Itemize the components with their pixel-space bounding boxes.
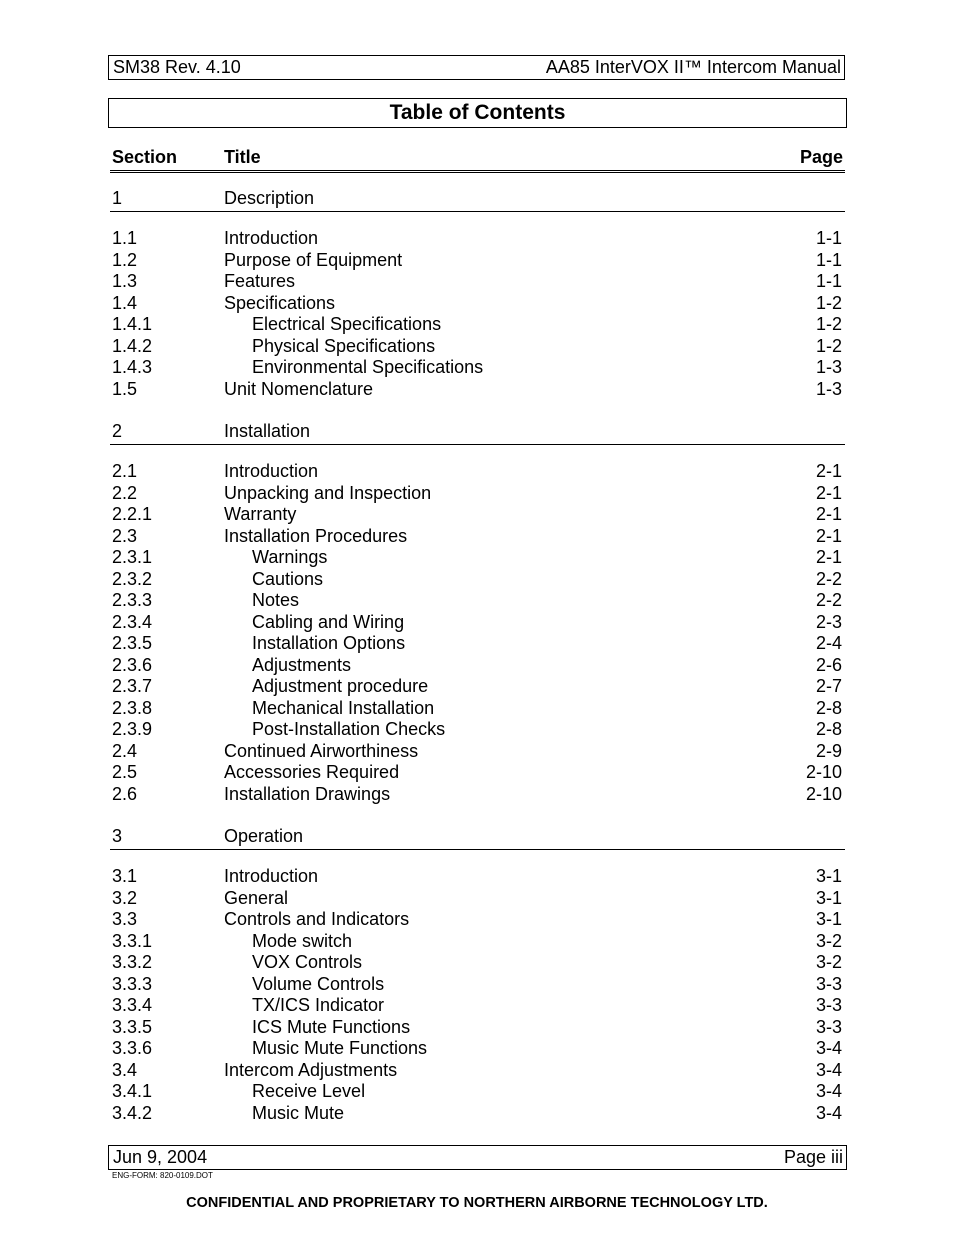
section-number: 2.3.8 — [112, 697, 153, 718]
page-number: 2-1 — [815, 461, 842, 481]
section-title: Cautions — [252, 568, 324, 589]
section-number: 3.3.6 — [112, 1038, 153, 1058]
page-number: 2-9 — [815, 740, 842, 761]
toc-entry[interactable] — [110, 909, 845, 931]
toc-entry[interactable] — [110, 633, 845, 655]
page-number: 1-2 — [815, 314, 842, 334]
chapter-number: 1 — [112, 188, 123, 208]
toc-title-text: Table of Contents — [389, 101, 566, 124]
page-number: 1-1 — [815, 249, 842, 270]
page-number: 1-3 — [815, 357, 842, 377]
section-number: 2.3.7 — [112, 676, 153, 696]
section-number: 1.1 — [112, 228, 138, 248]
section-title: Notes — [252, 590, 300, 610]
section-title: Music Mute — [252, 1102, 345, 1123]
toc-entry[interactable] — [110, 569, 845, 591]
page-number: 2-10 — [805, 783, 842, 804]
page-number: 2-1 — [815, 482, 842, 503]
section-number: 2.4 — [112, 740, 138, 761]
toc-entry[interactable] — [110, 741, 845, 763]
page-number: 3-4 — [815, 1038, 842, 1058]
toc-entry[interactable] — [110, 1017, 845, 1039]
section-number: 1.4 — [112, 292, 138, 313]
page-number: 1-1 — [815, 228, 842, 248]
section-number: 2.3.9 — [112, 719, 153, 739]
page-number: 3-4 — [815, 1059, 842, 1080]
toc-entry-group — [110, 866, 845, 1124]
section-title: Specifications — [224, 292, 336, 313]
toc-entry[interactable] — [110, 504, 845, 526]
section-number: 1.4.3 — [112, 357, 153, 377]
section-number: 3.2 — [112, 887, 138, 908]
section-title: VOX Controls — [252, 952, 363, 972]
confidentiality-notice: CONFIDENTIAL AND PROPRIETARY TO NORTHERN AIRBORNE TECHNOLOGY LTD. — [186, 1195, 768, 1211]
toc-entry[interactable] — [110, 250, 845, 272]
page-number: 1-2 — [815, 335, 842, 356]
toc-entry[interactable] — [110, 526, 845, 548]
section-title: Controls and Indicators — [224, 909, 410, 929]
section-number: 2.3.2 — [112, 568, 153, 589]
page-number: 3-2 — [815, 952, 842, 972]
page-number: 3-2 — [815, 930, 842, 951]
toc-entry[interactable] — [110, 357, 845, 379]
chapter-title: Operation — [224, 826, 304, 846]
page-number: 3-1 — [815, 887, 842, 908]
chapter-title: Installation — [224, 421, 311, 441]
section-number: 1.3 — [112, 271, 138, 291]
toc-list — [110, 184, 845, 1141]
section-title: Features — [224, 271, 296, 291]
page-number: 3-3 — [815, 995, 842, 1015]
toc-entry[interactable] — [110, 379, 845, 401]
section-title: Physical Specifications — [252, 335, 436, 356]
toc-chapter[interactable] — [110, 417, 845, 445]
toc-column-headers — [110, 145, 845, 173]
section-number: 2.3.3 — [112, 590, 153, 610]
page-number: 2-1 — [815, 525, 842, 546]
chapter-title: Description — [224, 188, 315, 208]
toc-entry[interactable] — [110, 461, 845, 483]
page-number: 2-10 — [805, 762, 842, 782]
toc-entry-group — [110, 228, 845, 400]
chapter-number: 3 — [112, 826, 123, 846]
section-title: Installation Procedures — [224, 525, 408, 546]
section-title: Unit Nomenclature — [224, 378, 374, 399]
toc-entry[interactable] — [110, 698, 845, 720]
section-number: 2.5 — [112, 762, 138, 782]
section-number: 3.4.2 — [112, 1102, 153, 1123]
toc-entry[interactable] — [110, 314, 845, 336]
section-number: 2.2.1 — [112, 504, 153, 524]
toc-entry[interactable] — [110, 931, 845, 953]
section-number: 2.3.5 — [112, 633, 153, 653]
page-number: 2-8 — [815, 719, 842, 739]
section-number: 2.3.6 — [112, 654, 153, 675]
toc-entry[interactable] — [110, 336, 845, 358]
section-title: Introduction — [224, 866, 319, 886]
document-number: SM38 Rev. 4.10 — [113, 57, 241, 77]
page-number: 1-3 — [815, 378, 842, 399]
toc-entry[interactable] — [110, 719, 845, 741]
section-title: Adjustments — [252, 654, 352, 675]
page-header — [108, 55, 845, 80]
toc-entry[interactable] — [110, 888, 845, 910]
toc-entry[interactable] — [110, 1060, 845, 1082]
section-number: 2.3 — [112, 525, 138, 546]
page-number: 3-3 — [815, 973, 842, 994]
section-number: 1.2 — [112, 249, 138, 270]
toc-entry[interactable] — [110, 1081, 845, 1103]
section-number: 3.3.5 — [112, 1016, 153, 1037]
page-number: 2-3 — [815, 611, 842, 632]
section-title: Mode switch — [252, 930, 353, 951]
toc-entry[interactable] — [110, 483, 845, 505]
chapter-number: 2 — [112, 421, 123, 441]
section-number: 3.1 — [112, 866, 138, 886]
section-title: Continued Airworthiness — [224, 740, 419, 761]
toc-entry[interactable] — [110, 612, 845, 634]
section-number: 1.5 — [112, 378, 138, 399]
page-number: 1-1 — [815, 271, 842, 291]
section-title: Purpose of Equipment — [224, 249, 403, 270]
section-title: Warranty — [224, 504, 297, 524]
section-number: 1.4.1 — [112, 314, 153, 334]
toc-entry[interactable] — [110, 590, 845, 612]
page-number: 1-2 — [815, 292, 842, 313]
footer-page-number: Page iii — [783, 1147, 843, 1167]
section-title: Introduction — [224, 461, 319, 481]
page-number: 3-4 — [815, 1102, 842, 1123]
section-title: Mechanical Installation — [252, 697, 435, 718]
manual-title: AA85 InterVOX II™ Intercom Manual — [545, 57, 841, 77]
section-number: 1.4.2 — [112, 335, 153, 356]
toc-title — [108, 98, 847, 128]
section-number: 2.1 — [112, 461, 138, 481]
page-number: 2-1 — [815, 547, 842, 567]
section-title: Installation Options — [252, 633, 406, 653]
section-title: General — [224, 887, 289, 908]
column-header-title: Title — [224, 147, 261, 167]
form-code: ENG-FORM: 820-0109.DOT — [112, 1171, 213, 1180]
page-number: 3-1 — [815, 909, 842, 929]
toc-entry[interactable] — [110, 547, 845, 569]
section-title: Post-Installation Checks — [252, 719, 446, 739]
toc-entry-group — [110, 461, 845, 805]
page-number: 2-6 — [815, 654, 842, 675]
toc-chapter[interactable] — [110, 822, 845, 850]
column-header-section: Section — [112, 147, 178, 167]
section-number: 3.3.1 — [112, 930, 153, 951]
toc-entry[interactable] — [110, 676, 845, 698]
section-title: Installation Drawings — [224, 783, 391, 804]
page-number: 2-2 — [815, 590, 842, 610]
section-title: Intercom Adjustments — [224, 1059, 398, 1080]
page-footer — [108, 1145, 847, 1170]
section-title: Cabling and Wiring — [252, 611, 405, 632]
section-number: 3.3 — [112, 909, 138, 929]
page-number: 3-4 — [815, 1081, 842, 1101]
section-title: Music Mute Functions — [252, 1038, 428, 1058]
toc-entry[interactable] — [110, 974, 845, 996]
page-number: 3-3 — [815, 1016, 842, 1037]
toc-entry[interactable] — [110, 866, 845, 888]
toc-entry[interactable] — [110, 762, 845, 784]
section-title: Warnings — [252, 547, 328, 567]
toc-entry[interactable] — [110, 655, 845, 677]
footer-date: Jun 9, 2004 — [113, 1147, 208, 1167]
toc-entry[interactable] — [110, 293, 845, 315]
toc-entry[interactable] — [110, 784, 845, 806]
section-number: 3.4.1 — [112, 1081, 153, 1101]
section-number: 3.4 — [112, 1059, 138, 1080]
section-title: Accessories Required — [224, 762, 400, 782]
toc-chapter[interactable] — [110, 184, 845, 212]
section-title: ICS Mute Functions — [252, 1016, 411, 1037]
toc-entry[interactable] — [110, 1103, 845, 1125]
page-number: 3-1 — [815, 866, 842, 886]
column-header-page: Page — [799, 147, 843, 167]
toc-entry[interactable] — [110, 952, 845, 974]
section-number: 3.3.2 — [112, 952, 153, 972]
toc-entry[interactable] — [110, 995, 845, 1017]
section-title: Environmental Specifications — [252, 357, 484, 377]
toc-entry[interactable] — [110, 1038, 845, 1060]
section-title: Adjustment procedure — [252, 676, 429, 696]
toc-entry[interactable] — [110, 271, 845, 293]
section-title: Electrical Specifications — [252, 314, 442, 334]
section-number: 3.3.3 — [112, 973, 153, 994]
section-number: 2.3.1 — [112, 547, 153, 567]
page-number: 2-8 — [815, 697, 842, 718]
page-number: 2-4 — [815, 633, 842, 653]
section-title: TX/ICS Indicator — [252, 995, 385, 1015]
section-title: Unpacking and Inspection — [224, 482, 432, 503]
section-title: Introduction — [224, 228, 319, 248]
section-number: 3.3.4 — [112, 995, 153, 1015]
section-title: Receive Level — [252, 1081, 366, 1101]
toc-entry[interactable] — [110, 228, 845, 250]
section-number: 2.2 — [112, 482, 138, 503]
page-number: 2-1 — [815, 504, 842, 524]
section-title: Volume Controls — [252, 973, 385, 994]
section-number: 2.3.4 — [112, 611, 153, 632]
page-number: 2-7 — [815, 676, 842, 696]
page-number: 2-2 — [815, 568, 842, 589]
section-number: 2.6 — [112, 783, 138, 804]
